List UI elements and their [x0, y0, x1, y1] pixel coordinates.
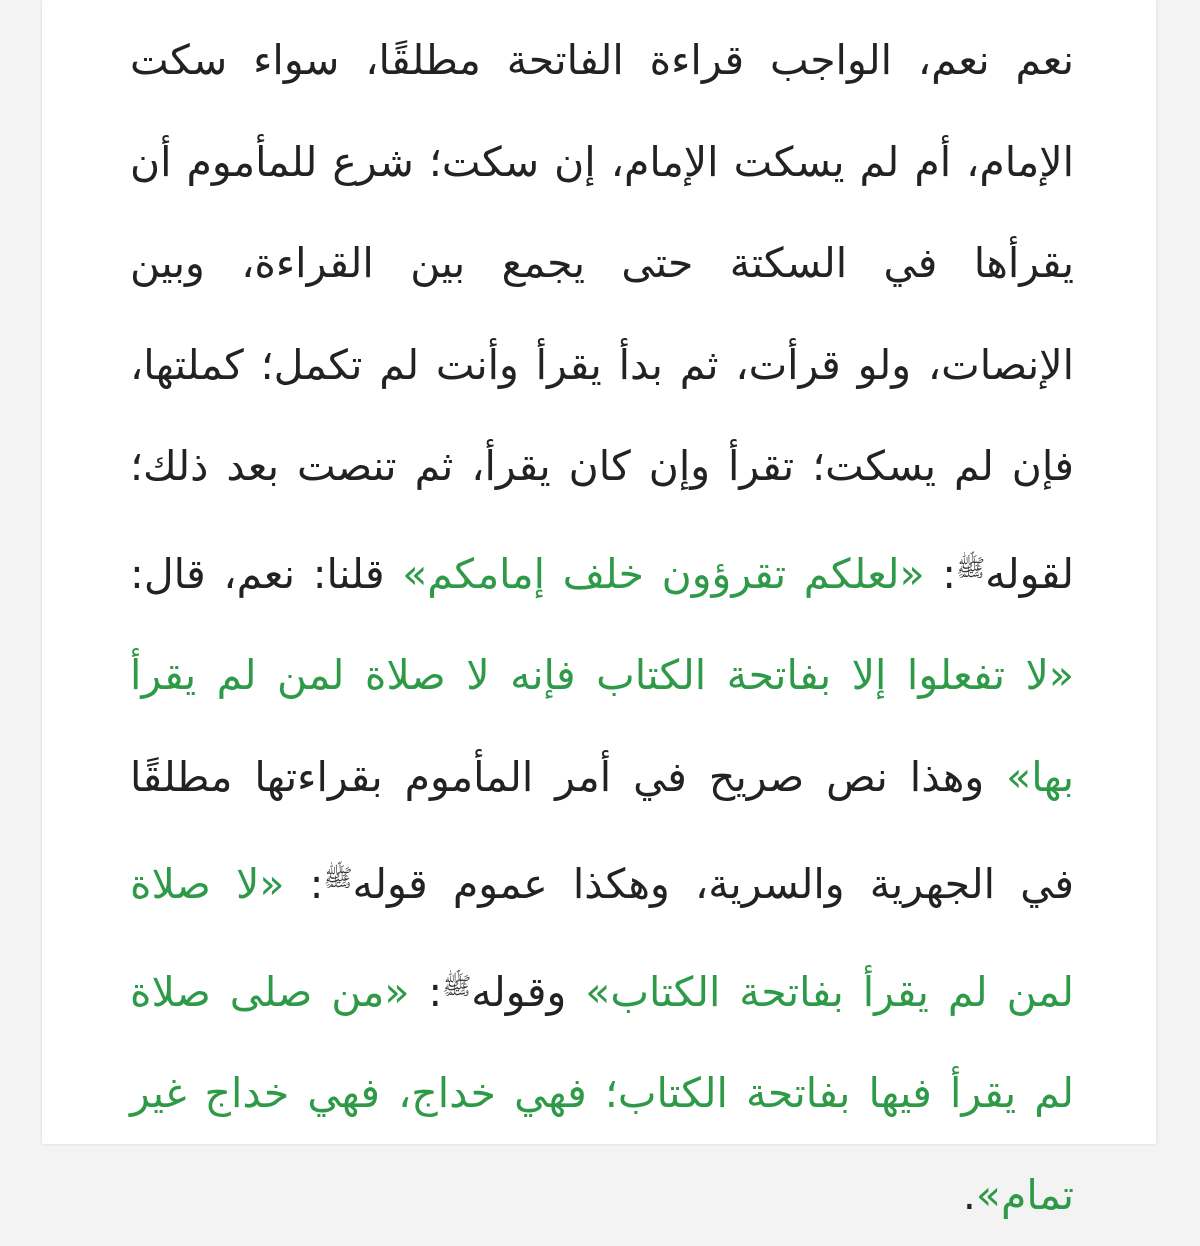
document-page — [42, 0, 1156, 1219]
salawat-ligature-3: ﷺ — [442, 971, 472, 1000]
article-text — [130, 10, 1074, 1246]
hadith-quote-3: «لا صلاة لمن لم يقرأ بفاتحة الكتاب» — [130, 860, 1074, 1016]
text-segment-1: نعم نعم، الواجب قراءة الفاتحة مطلقًا، سواء سكت الإمام، أم لم يسكت الإمام، إن سكت؛ شرع للمأموم أن يقرأها في السكتة حتى يجمع بين القراءة، وبين الإنصات، ولو قرأت، ثم بدأ يقرأ وأنت لم تكمل؛ كملتها، فإن لم يسكت؛ تقرأ وإن كان يقرأ، ثم تنصت بعد ذلك؛ لقوله — [130, 36, 1074, 598]
text-segment-7: : — [409, 967, 443, 1016]
hadith-quote-1: «لعلكم تقرؤون خلف إمامكم» — [402, 549, 925, 598]
hadith-quote-2: «لا تفعلوا إلا بفاتحة الكتاب فإنه لا صلاة لمن لم يقرأ بها» — [130, 651, 1074, 801]
text-segment-4: وهذا نص صريح في أمر المأموم بقراءتها مطلقًا في الجهرية والسرية، وهكذا عموم قوله — [130, 752, 1074, 908]
salawat-ligature-1: ﷺ — [956, 553, 986, 582]
salawat-ligature-2: ﷺ — [323, 864, 353, 892]
text-segment-8: . — [962, 1170, 976, 1219]
text-segment-2: : — [924, 549, 957, 598]
text-segment-3: قلنا: نعم، قال: — [130, 549, 403, 598]
text-segment-6: وقوله — [471, 967, 586, 1016]
hadith-quote-4: «من صلى صلاة لم يقرأ فيها بفاتحة الكتاب؛ فهي خداج، فهي خداج غير تمام» — [130, 967, 1074, 1219]
text-segment-5: : — [284, 860, 324, 908]
